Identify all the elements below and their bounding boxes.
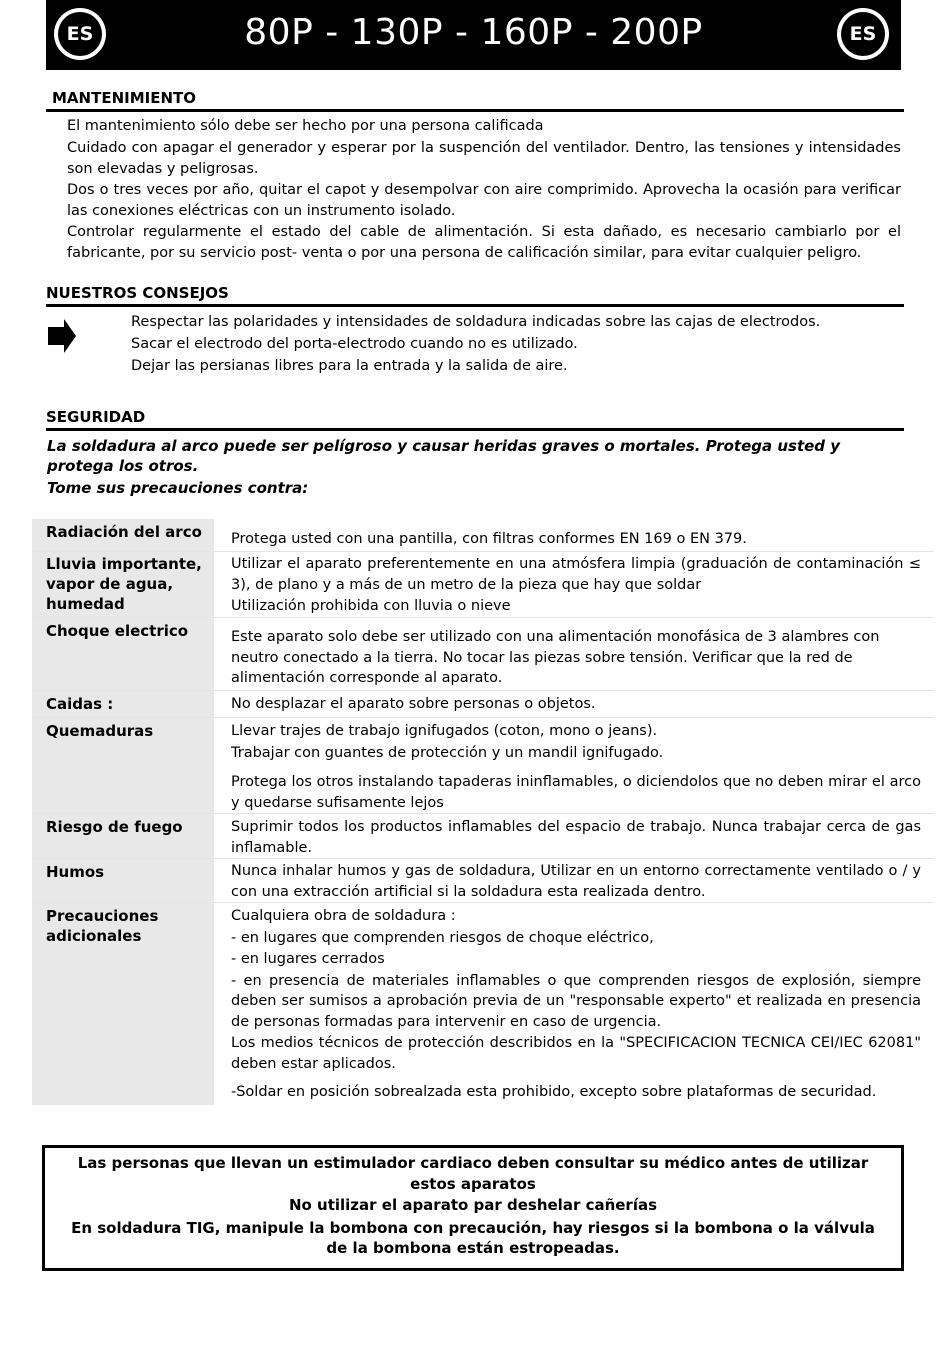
row-label: Humos [46, 863, 105, 881]
row-label: Caidas : [46, 695, 114, 713]
row-text: - en presencia de materiales inflamables o que comprenden riesgos de explosión, siempre deben ser sumisos a aprobación previa de un "responsable experto" et realizada en presencia de personas formadas para intervenir en caso de urgencia. [231, 972, 921, 1030]
row-content [231, 861, 921, 902]
row-text: Este aparato solo debe ser utilizado con una alimentación monofásica de 3 alambres con neutro conectado a la tierra. No tocar las piezas sobre tensión. Verificar que la red de alimentación corresponde al aparato. [231, 629, 880, 686]
page-title: 80P - 130P - 160P - 200P [244, 12, 703, 53]
section-heading-seguridad: SEGURIDAD [46, 408, 146, 426]
page-header [46, 0, 901, 70]
safety-row [32, 618, 934, 691]
language-badge-left-label: ES [58, 12, 102, 56]
language-badge-right-label: ES [841, 12, 885, 56]
row-text: Llevar trajes de trabajo ignifugados (coton, mono o jeans). [231, 723, 658, 739]
safety-table [32, 519, 934, 1105]
notice-line: Las personas que llevan un estimulador cardiaco deben consultar su médico antes de utilizar estos aparatos [77, 1154, 869, 1193]
row-text: -Soldar en posición sobrealzada esta prohibido, excepto sobre plataformas de securidad. [231, 1084, 877, 1100]
row-content [231, 694, 921, 715]
row-content [231, 817, 921, 858]
row-text: Protega los otros instalando tapaderas ininflamables, o diciendolos que no deben mirar el arco y quedarse sufisamente lejos [231, 774, 921, 811]
row-text: Utilizar el aparato preferentemente en una atmósfera limpia (graduación de contaminación ≤ 3), de plano y a más de un metro de la pieza que hay que soldar [231, 556, 921, 593]
row-text: Protega usted con una pantilla, con filtras conformes EN 169 o EN 379. [231, 531, 747, 547]
safety-row [32, 814, 934, 859]
row-text: Los medios técnicos de protección describidos en la "SPECIFICACION TECNICA CEI/IEC 62081" deben estar aplicados. [231, 1035, 921, 1072]
row-label: Lluvia importante, vapor de agua, humedad [46, 555, 202, 613]
notice-line: No utilizar el aparato par deshelar cañerías [288, 1196, 658, 1214]
section-heading-mantenimiento: MANTENIMIENTO [52, 89, 196, 107]
row-text: Trabajar con guantes de protección y un mandil ignifugado. [231, 744, 664, 761]
tip-item: Sacar el electrodo del porta-electrodo cuando no es utilizado. [131, 336, 578, 352]
section-heading-consejos: NUESTROS CONSEJOS [46, 284, 229, 302]
row-label: Choque electrico [46, 622, 189, 640]
row-content [231, 554, 921, 617]
section-divider [46, 428, 904, 431]
row-text: Nunca inhalar humos y gas de soldadura, Utilizar en un entorno correctamente ventilado o / y con una extracción artificial si la soldadura esta realizada dentro. [231, 863, 921, 900]
row-content [231, 721, 921, 813]
row-text: Cualquiera obra de soldadura : [231, 908, 456, 924]
maintenance-paragraph: Cuidado con apagar el generador y esperar por la suspención del ventilador. Dentro, las tensiones y intensidades son elevadas y peligrosas. [67, 140, 901, 177]
safety-row [32, 691, 934, 718]
row-content [231, 627, 921, 689]
section-divider [46, 304, 904, 307]
row-text: Utilización prohibida con lluvia o nieve [231, 598, 511, 614]
maintenance-paragraph: Controlar regularmente el estado del cable de alimentación. Si esta dañado, es necesario cambiarlo por el fabricante, por su servicio post- venta o por una persona de calificación similar, para evitar cualquier peligro. [67, 224, 901, 261]
tip-item: Dejar las persianas libres para la entrada y la salida de aire. [131, 358, 568, 374]
row-text: Suprimir todos los productos inflamables del espacio de trabajo. Nunca trabajar cerca de gas inflamable. [231, 819, 921, 856]
safety-row [32, 552, 934, 618]
notice-line: En soldadura TIG, manipule la bombona con precaución, hay riesgos si la bombona o la válvula de la bombona están estropeadas. [71, 1218, 875, 1257]
row-content [231, 906, 921, 1103]
row-label: Precauciones adicionales [46, 907, 159, 945]
row-label: Quemaduras [46, 722, 154, 740]
row-label: Riesgo de fuego [46, 818, 183, 836]
safety-warning: La soldadura al arco puede ser pelígroso y causar heridas graves o mortales. Protega usted y protega los otros. [47, 437, 841, 475]
safety-row [32, 903, 934, 1105]
safety-subwarning: Tome sus precauciones contra: [47, 479, 309, 497]
row-label: Radiación del arco [46, 523, 202, 541]
arrow-right-icon [48, 319, 76, 353]
maintenance-paragraph: El mantenimiento sólo debe ser hecho por una persona calificada [67, 118, 544, 134]
row-text: No desplazar el aparato sobre personas o objetos. [231, 696, 596, 712]
row-text: - en lugares que comprenden riesgos de choque eléctrico, [231, 929, 654, 946]
row-text: - en lugares cerrados [231, 951, 385, 967]
safety-row [32, 718, 934, 814]
maintenance-paragraph: Dos o tres veces por año, quitar el capot y desempolvar con aire comprimido. Aprovecha la ocasión para verificar las conexiones eléctricas con un instrumento isolado. [67, 182, 901, 219]
tip-item: Respectar las polaridades y intensidades de soldadura indicadas sobre las cajas de electrodos. [131, 314, 821, 330]
safety-row [32, 859, 934, 903]
notice-box [42, 1145, 904, 1271]
language-badge-right [837, 8, 889, 60]
row-content [231, 529, 921, 550]
safety-row [32, 519, 934, 552]
section-divider [46, 109, 904, 112]
